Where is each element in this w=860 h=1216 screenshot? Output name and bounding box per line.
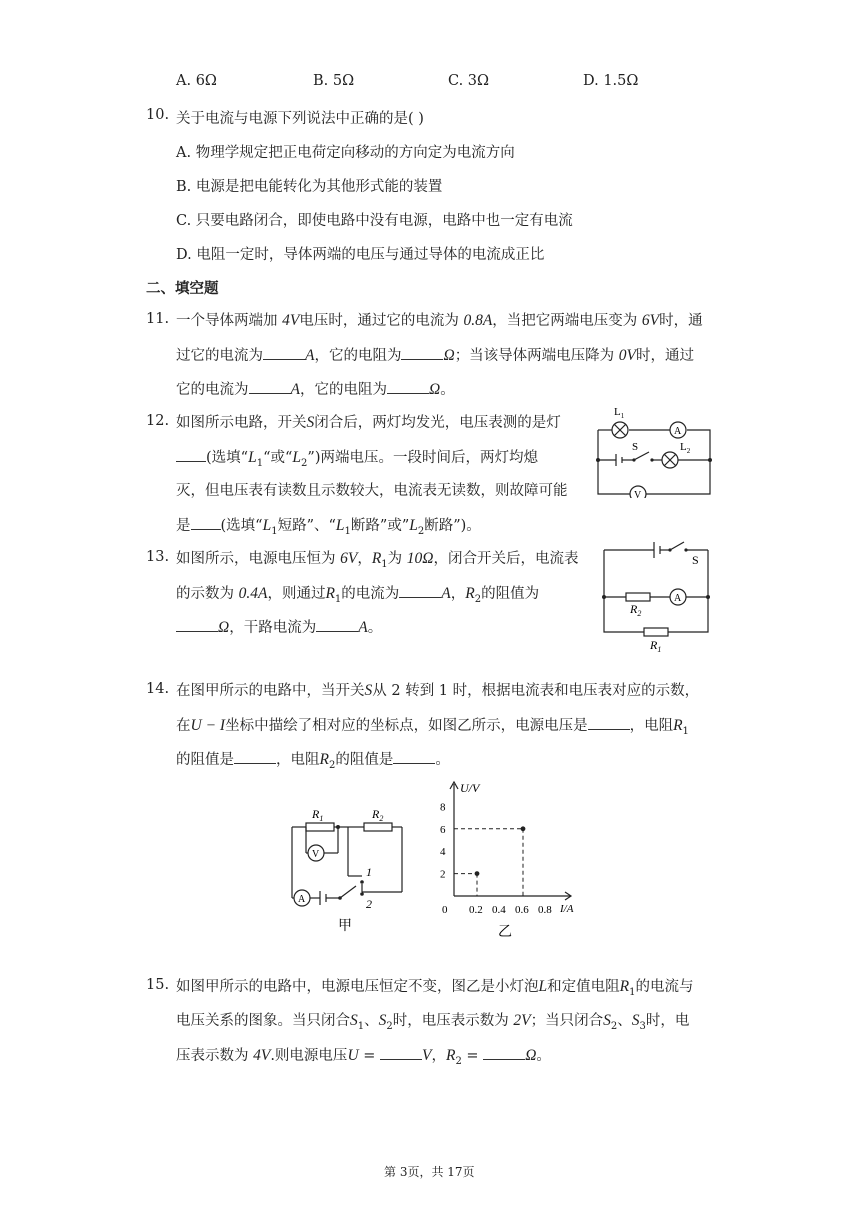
y-tick-label: 6 xyxy=(440,823,446,836)
y-tick-label: 8 xyxy=(440,801,446,814)
answer-blank[interactable] xyxy=(401,345,443,360)
q11-line-2: 过它的电流为 A，它的电阻为 Ω；当该导体两端电压降为 0V时，通过 xyxy=(176,347,695,364)
q10-number: 10. xyxy=(146,107,170,123)
voltmeter-label: V xyxy=(634,490,642,498)
q11-line-3: 它的电流为 A，它的电阻为 Ω。 xyxy=(176,381,455,398)
terminal-1-label: 1 xyxy=(366,865,372,879)
switch-label: S xyxy=(692,553,699,567)
y-axis-label: U/V xyxy=(460,781,480,795)
resistor-r2-label: $R_2$ xyxy=(372,807,384,823)
ammeter-label: A xyxy=(298,894,306,905)
ammeter-label: A xyxy=(674,593,682,604)
y-tick-label: 4 xyxy=(440,846,446,859)
q10-option-b: B. 电源是把电能转化为其他形式能的装置 xyxy=(176,179,443,195)
q13-line-1: 如图所示，电源电压恒为 6V，$R_1$为 10Ω，闭合开关后，电流表 xyxy=(176,550,579,570)
q12-line-2: (选填“$L_1“$或“$L_2$”)两端电压。一段时间后，两灯均熄 xyxy=(176,447,538,474)
q12-circuit-figure xyxy=(592,402,714,498)
q10-stem: 关于电流与电源下列说法中正确的是( ) xyxy=(176,111,424,127)
q10-option-a: A. 物理学规定把正电荷定向移动的方向定为电流方向 xyxy=(176,145,515,161)
resistor-r1-label: $R_1$ xyxy=(312,807,324,823)
q9-option-b: B. 5Ω xyxy=(313,73,355,89)
q15-line-1: 如图甲所示的电路中，电源电压恒定不变，图乙是小灯泡L和定值电阻$R_1$的电流与 xyxy=(176,978,694,998)
q9-option-d: D. 1.5Ω xyxy=(583,73,639,89)
x-tick-label: 0.2 xyxy=(469,904,483,916)
x-tick-label: 0.6 xyxy=(515,904,529,916)
ammeter-label: A xyxy=(674,426,682,437)
q11-line-1: 一个导体两端加 4V电压时，通过它的电流为 0.8A，当把它两端电压变为 6V时，通 xyxy=(176,312,703,329)
answer-blank[interactable] xyxy=(399,583,441,598)
switch-label: S xyxy=(632,441,639,453)
page-footer: 第 3页，共 17页 xyxy=(384,1165,475,1179)
q14-ui-chart xyxy=(432,776,592,941)
answer-blank[interactable] xyxy=(387,379,429,394)
q13-line-3: Ω，干路电流为 A。 xyxy=(176,617,382,638)
answer-blank[interactable] xyxy=(176,617,218,632)
q15-number: 15. xyxy=(146,977,170,993)
figure-caption-jia: 甲 xyxy=(338,919,352,934)
q14-circuit-figure-jia xyxy=(282,800,412,940)
answer-blank[interactable] xyxy=(316,617,358,632)
q15-line-2: 电压关系的图象。当只闭合$S_1$、$S_2$时，电压表示数为 2V；当只闭合$S_2$、$S_3$时，电 xyxy=(176,1012,690,1032)
answer-blank[interactable] xyxy=(393,749,435,764)
data-point xyxy=(521,826,526,831)
answer-blank[interactable] xyxy=(380,1045,422,1060)
answer-blank[interactable] xyxy=(234,749,276,764)
q13-circuit-figure xyxy=(598,540,718,655)
q14-line-2: 在U − I坐标中描绘了相对应的坐标点，如图乙所示，电源电压是 ，电阻$R_1$ xyxy=(176,717,689,737)
answer-blank[interactable] xyxy=(483,1045,525,1060)
answer-blank[interactable] xyxy=(249,379,291,394)
q13-number: 13. xyxy=(146,549,170,565)
q12-line-4: 是 (选填“$L_1$短路”、“$L_1$断路”或$”L_2$断路”)。 xyxy=(176,517,481,537)
answer-blank[interactable] xyxy=(176,447,206,462)
voltmeter-label: V xyxy=(312,849,320,860)
q12-number: 12. xyxy=(146,413,170,429)
answer-blank[interactable] xyxy=(263,345,305,360)
figure-caption-yi: 乙 xyxy=(498,925,512,940)
x-tick-label: 0.8 xyxy=(538,904,552,916)
x-tick-label: 0 xyxy=(442,904,448,916)
q10-option-c: C. 只要电路闭合，即使电路中没有电源，电路中也一定有电流 xyxy=(176,213,573,229)
q9-option-a: A. 6Ω xyxy=(176,73,217,89)
resistor-r1-label: $R_1$ xyxy=(650,638,662,654)
q15-line-3: 压表示数为 4V.则电源电压U = V，$R_2 = \Omega$。 xyxy=(176,1047,551,1067)
resistor-r2-label: $R_2$ xyxy=(630,602,642,618)
x-axis-label: I/A xyxy=(560,903,574,915)
q14-line-3: 的阻值是 ，电阻$R_2$的阻值是 。 xyxy=(176,751,450,771)
q12-line-1: 如图所示电路，开关S闭合后，两灯均发光，电压表测的是灯 xyxy=(176,414,561,431)
lamp-l2-label: $L_2$ xyxy=(680,441,691,455)
q14-line-1: 在图甲所示的电路中，当开关S从 2 转到 1 时，根据电流表和电压表对应的示数， xyxy=(176,682,700,699)
q11-number: 11. xyxy=(146,311,170,327)
q14-number: 14. xyxy=(146,681,170,697)
q9-option-c: C. 3Ω xyxy=(448,73,490,89)
data-point xyxy=(475,871,480,876)
q13-line-2: 的示数为 0.4A，则通过$R_1$的电流为 A，$R_2$的阻值为 xyxy=(176,585,540,605)
terminal-2-label: 2 xyxy=(366,897,372,911)
q12-line-3: 灭，但电压表有读数且示数较大，电流表无读数，则故障可能 xyxy=(176,483,568,499)
lamp-l1-label: $L_1$ xyxy=(614,406,625,420)
y-tick-label: 2 xyxy=(440,868,446,881)
answer-blank[interactable] xyxy=(191,515,221,530)
section-heading: 二、填空题 xyxy=(146,280,219,297)
q10-option-d: D. 电阻一定时，导体两端的电压与通过导体的电流成正比 xyxy=(176,247,545,263)
answer-blank[interactable] xyxy=(588,715,630,730)
x-tick-label: 0.4 xyxy=(492,904,506,916)
